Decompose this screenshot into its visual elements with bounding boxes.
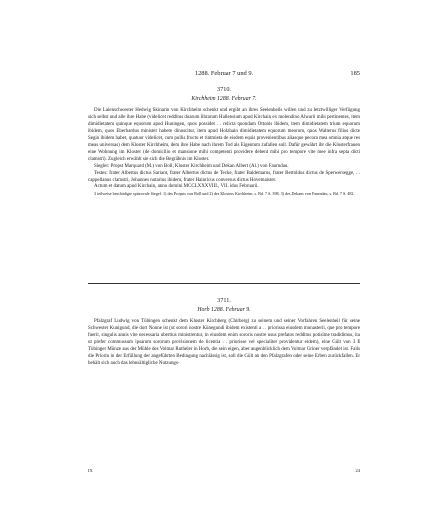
page-footer [88,468,360,474]
running-header [88,70,360,80]
document-summary: Die Laienschwester Hedwig Skinarin von Kirchheim schenkt und ergibt an ihres Seelenheils willen und zu letztwilliger Verfügung sich selbst und alle ihre Habe (videlicet redditus duarum librarum Hallensium apud Kirchain ex molendino Alwarii mihi pertinentes, item dimidietatem quinque equorum apud Huningen, quos possidet . . relicta quondam Ottonis ibidem, item dimidietatem trium equorum ibidem, quos Eberhardus minister habere dinoscitur, item apud Holzhain dimidietatem equorum meorum, quos Walterus filius dicte Segin ibidem habet, quatuor videlicet, cum pullis fructu et rintmieta de eisdem equis provenientibus aliasque pecora mea omnia atque res meas universas) dem Kloster Kirchheim, dem ihre Habe nach ihrem Tod als Eigentum zufallen soll. Dafür gewährt ihr die Klosterfrauen eine Wohnung im Kloster (de domicilio et mansione mihi competenti providere debent mihi pro tempore vite mee infra septa dicti clamstri). Zugleich erwählt sie sich die Begräbnis im Kloster. [88,108,360,162]
dating-clause: Actum et datum apud Kirchain, anno domini MCCLXXXVIII., VII. idus Februarii. [94,184,259,190]
place-date: Horb 1288. Februar 9. [197,307,251,313]
place-date: Kirchheim 1288. Februar 7. [191,96,257,102]
document-entry-3711 [88,297,360,368]
document-text: Pfalzgraf Ludwig von Tübingen schenkt dem Kloster Kirchberg (Chirberg) zu seinem und seiner Vorfahren Seelenheil für seine Schwester Kunigund, die dort Nonne ist (ut sorori nostre Künegundi ibidem existenti a . . priorissa eiusdem monasterii, que pro tempore fuerit, singulis annis vite necessaria ubertius ministrentur, in eiusdem enim sororis nostre usus prefatos redditus potisime tradidimus, ita ut prefer commussum ipsarum sororum provisionem de licentia . . priorisse vel specialiter providentur eidem), eine Gült von 3 ß Tübinger Münze aus der Mühle des Volmar Rutheler in Horb, die sein eigen, aber augenblicklich dem Volmar Griner verpfändet ist. Falls die Priorin in der Erfüllung der angeführten Bedingung nachlässig ist, soll die Gült an den Pfalzgrafen oder seine Erben zurückfallen. Er behält sich auch das lehnsältigliche Nutzungs- [88,319,360,366]
sheet-number: 24 [355,468,360,473]
document-number: 3711. [217,297,231,304]
document-number: 3710. [217,86,231,93]
document-entry-3710 [88,86,360,197]
seal-note: 3 teilweise beschädigte spitzovale Siegel: 1) des Propsts von Boll und 2) des Klosters Kirchheim, s. Bd. 7 S. 398, 3) des Dekans von Faurndau, s. Bd. 7 S. 482. [94,191,355,197]
header-title: 1288. Februar 7 und 9. [194,70,254,77]
section-divider [88,283,360,284]
seal-statement: Siegler: Propst Marquard (M.) von Boll, Kloster Kirchheim und Dekan Albert (Al.) von Faurndau. [94,163,289,169]
witness-list: Testes: frater Albertus dictus Sariant, frater Albertus dictus de Tecke, frater Baldemarus, frater Bertoldus dictus de Sperwersegge, . . cappellanus clamstri, Johannes notarius ibidem, frater Hainricus conversus dictus Hovemaister. [88,170,360,183]
page-number: 185 [350,70,360,77]
signature-mark: IX [88,468,93,473]
